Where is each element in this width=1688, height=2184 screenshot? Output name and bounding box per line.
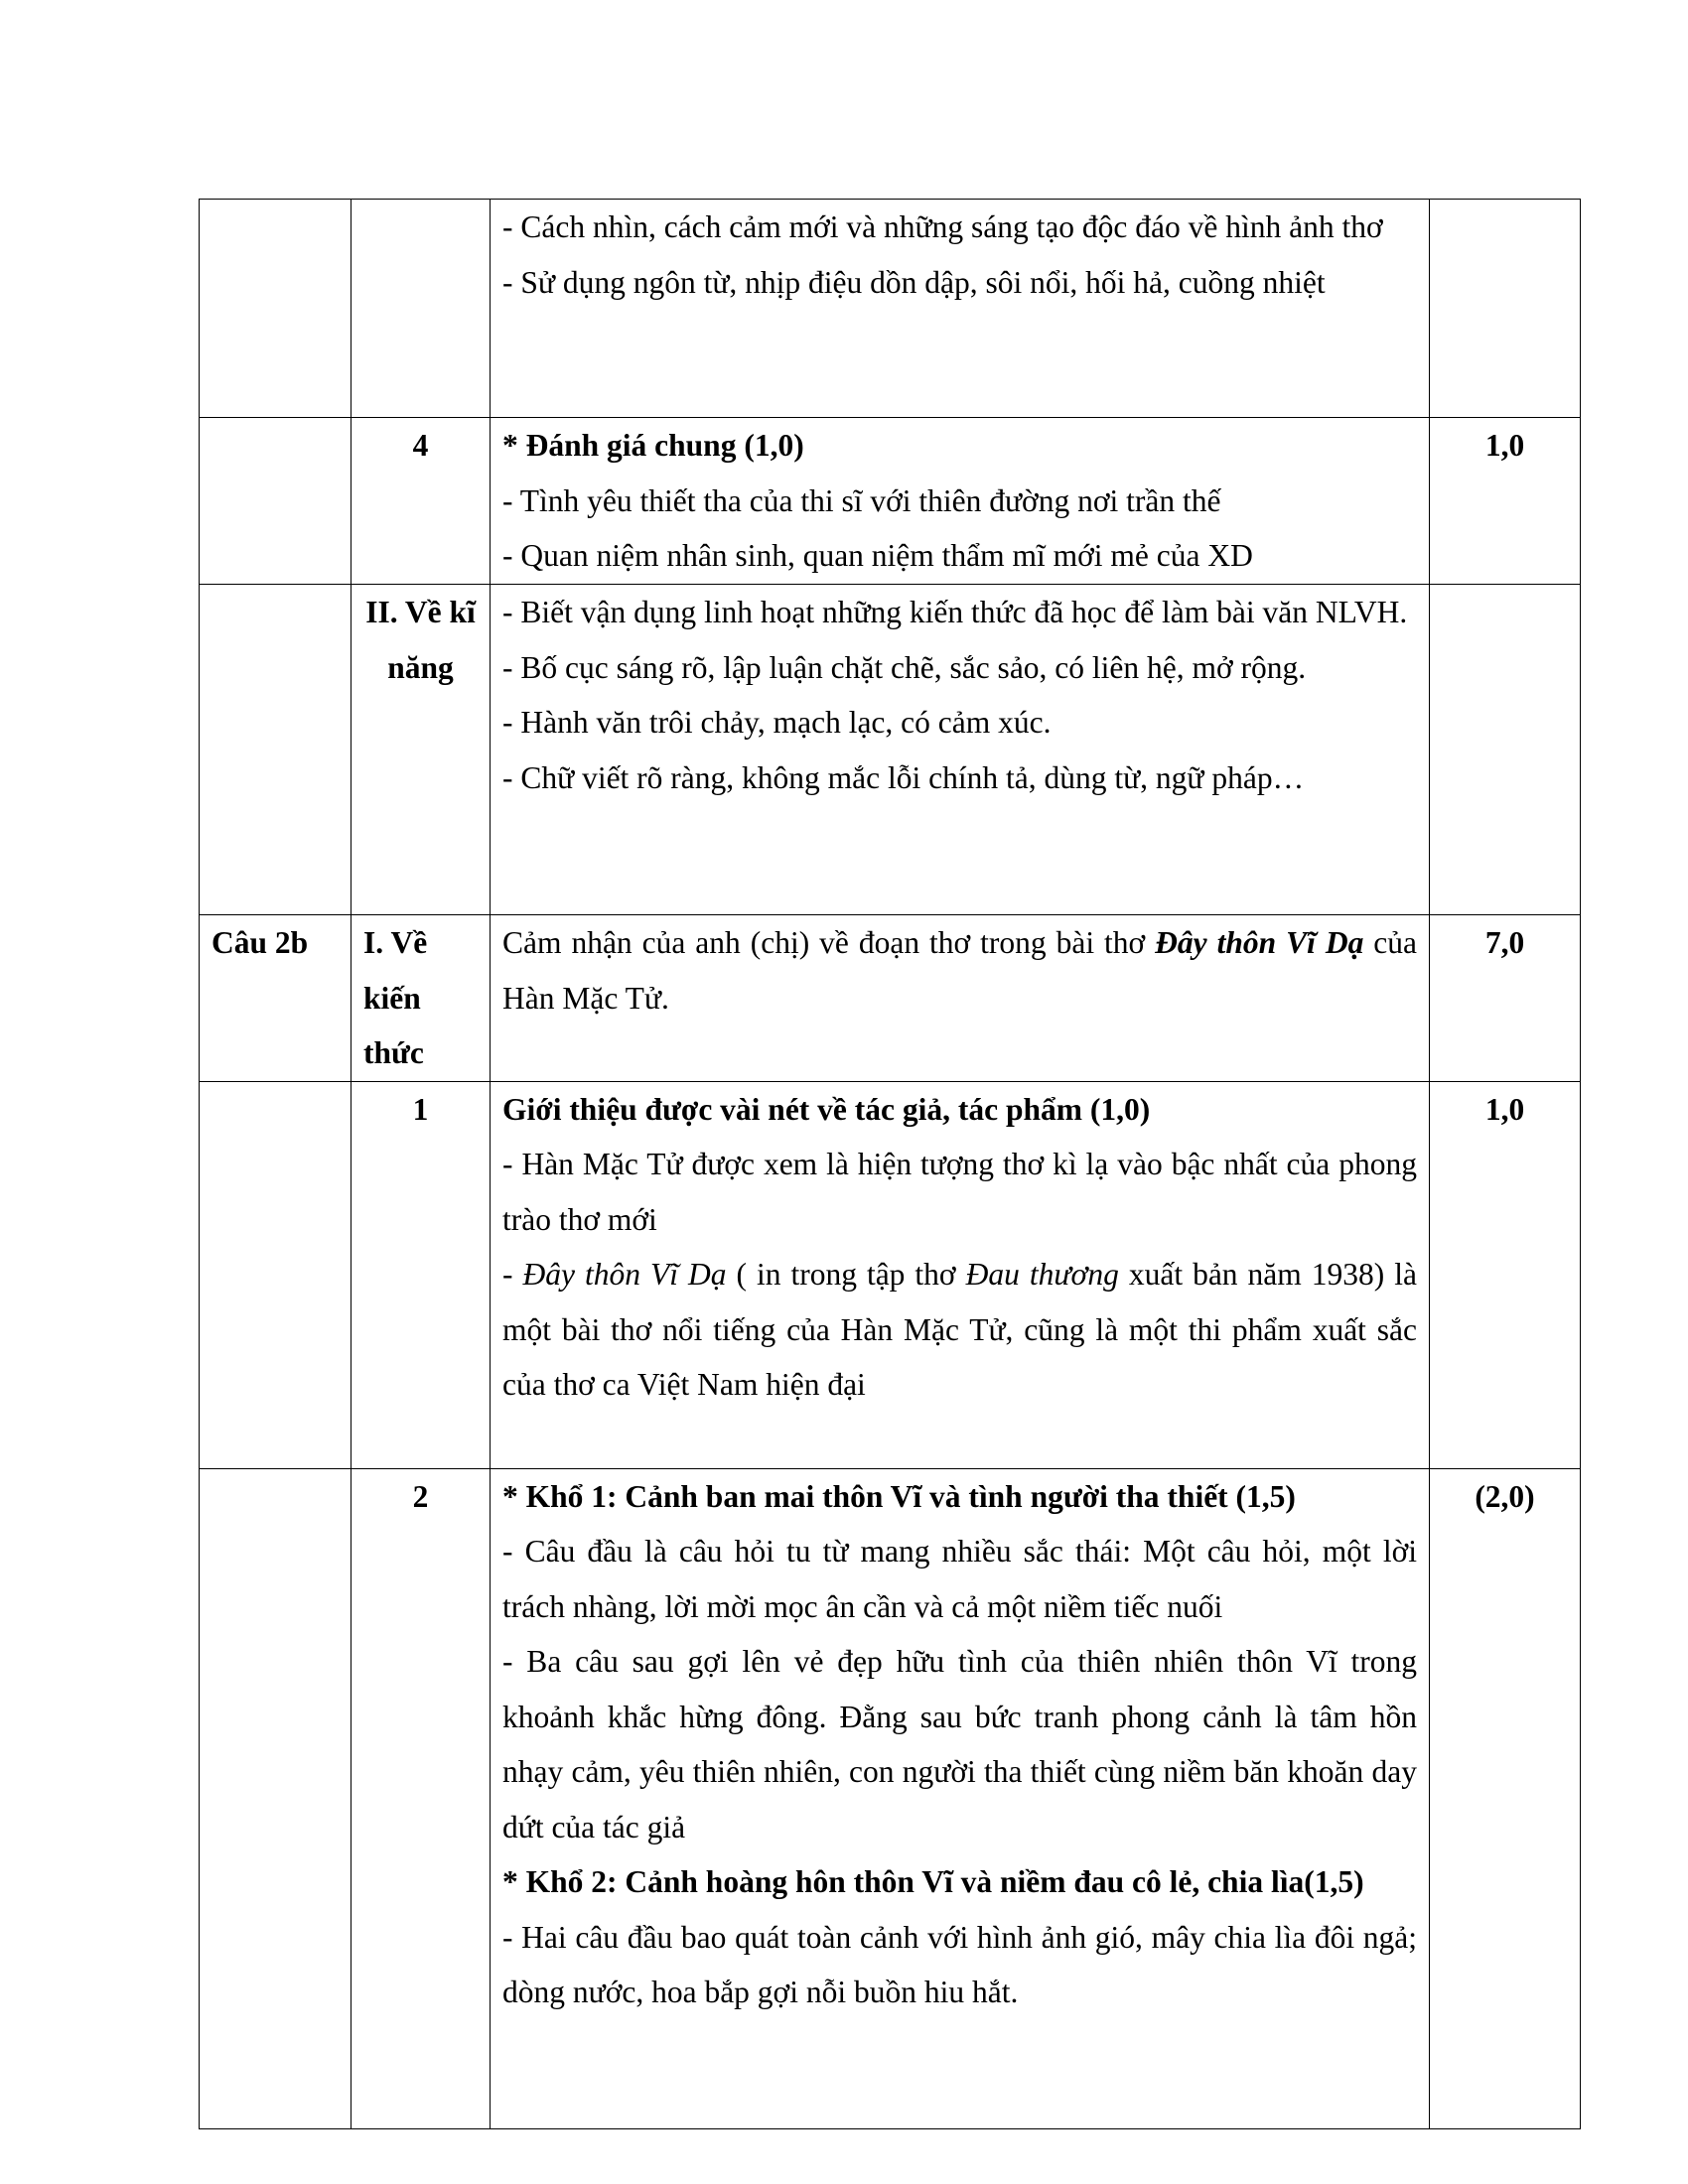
content-line: - Quan niệm nhân sinh, quan niệm thẩm mĩ mới mẻ của XD (502, 538, 1253, 573)
table-row (200, 200, 1581, 418)
poem-title: Đây thôn Vĩ Dạ (1155, 925, 1364, 960)
score-cell: 1,0 (1430, 1081, 1581, 1468)
content-line: - Chữ viết rõ ràng, không mắc lỗi chính tả, dùng từ, ngữ pháp… (502, 759, 1305, 795)
content-text: của Hàn Mặc Tử. (502, 925, 1417, 1016)
content-line: - Hành văn trôi chảy, mạch lạc, có cảm xúc. (502, 705, 1052, 740)
content-text: xuất bản năm 1938) là một bài thơ nổi tiếng của Hàn Mặc Tử, cũng là một thi phẩm xuất sắc của thơ ca Việt Nam hiện đại (502, 1257, 1418, 1402)
content-heading: * Đánh giá chung (1,0) (502, 428, 804, 463)
section-cell: 1 (352, 1081, 491, 1468)
content-text: ( in trong tập thơ (726, 1257, 966, 1292)
collection-title: Đau thương (965, 1257, 1119, 1292)
table-row (200, 1468, 1581, 2128)
content-heading: * Khổ 2: Cảnh hoàng hôn thôn Vĩ và niềm đau cô lẻ, chia lìa(1,5) (502, 1864, 1364, 1899)
score-cell: 1,0 (1430, 418, 1581, 585)
question-cell (200, 585, 352, 915)
table-row (200, 915, 1581, 1082)
content-line: - Sử dụng ngôn từ, nhịp điệu dồn dập, sôi nổi, hối hả, cuồng nhiệt (502, 264, 1326, 300)
score-cell: 7,0 (1430, 915, 1581, 1082)
content-line: - Biết vận dụng linh hoạt những kiến thức đã học để làm bài văn NLVH. (502, 595, 1408, 629)
content-line: - Hàn Mặc Tử được xem là hiện tượng thơ kì lạ vào bậc nhất của phong trào thơ mới (502, 1147, 1417, 1237)
question-cell (200, 200, 352, 418)
content-line (502, 1247, 1417, 1413)
content-line: - Câu đầu là câu hỏi tu từ mang nhiều sắc thái: Một câu hỏi, một lời trách nhàng, lời mời mọc ân cần và cả một niềm tiếc nuối (502, 1534, 1417, 1624)
content-cell (491, 200, 1430, 418)
section-cell: 2 (352, 1468, 491, 2128)
content-text: - (502, 1257, 523, 1292)
section-cell: II. Về kĩ năng (352, 585, 491, 915)
content-line: - Ba câu sau gợi lên vẻ đẹp hữu tình của thiên nhiên thôn Vĩ trong khoảnh khắc hừng đông. Đằng sau bức tranh phong cảnh là tâm hồn nhạy cảm, yêu thiên nhiên, con người tha thiết cùng niềm băn khoăn day dứt của tác giả (502, 1644, 1417, 1844)
section-cell: 4 (352, 418, 491, 585)
score-cell (1430, 200, 1581, 418)
content-cell (491, 915, 1430, 1082)
content-heading: * Khổ 1: Cảnh ban mai thôn Vĩ và tình người tha thiết (1,5) (502, 1478, 1296, 1514)
table-row (200, 1081, 1581, 1468)
content-line: - Bố cục sáng rõ, lập luận chặt chẽ, sắc sảo, có liên hệ, mở rộng. (502, 649, 1307, 685)
content-line: - Tình yêu thiết tha của thi sĩ với thiên đường nơi trần thế (502, 482, 1221, 518)
section-cell: I. Về kiến thức (352, 915, 491, 1082)
table-row (200, 585, 1581, 915)
question-cell (200, 418, 352, 585)
question-cell (200, 1081, 352, 1468)
content-text: Cảm nhận của anh (chị) về đoạn thơ trong bài thơ (502, 925, 1156, 960)
content-cell (491, 418, 1430, 585)
question-cell (200, 1468, 352, 2128)
poem-title: Đây thôn Vĩ Dạ (522, 1257, 727, 1292)
table-row (200, 418, 1581, 585)
answer-key-table (199, 199, 1581, 2129)
question-cell: Câu 2b (200, 915, 352, 1082)
score-cell: (2,0) (1430, 1468, 1581, 2128)
content-cell (491, 585, 1430, 915)
content-heading: Giới thiệu được vài nét về tác giả, tác phẩm (1,0) (502, 1091, 1151, 1127)
section-cell (352, 200, 491, 418)
content-cell (491, 1081, 1430, 1468)
content-line: - Hai câu đầu bao quát toàn cảnh với hình ảnh gió, mây chia lìa đôi ngả; dòng nước, hoa bắp gợi nỗi buồn hiu hắt. (502, 1919, 1417, 2009)
score-cell (1430, 585, 1581, 915)
content-line: - Cách nhìn, cách cảm mới và những sáng tạo độc đáo về hình ảnh thơ (502, 209, 1383, 244)
content-cell (491, 1468, 1430, 2128)
